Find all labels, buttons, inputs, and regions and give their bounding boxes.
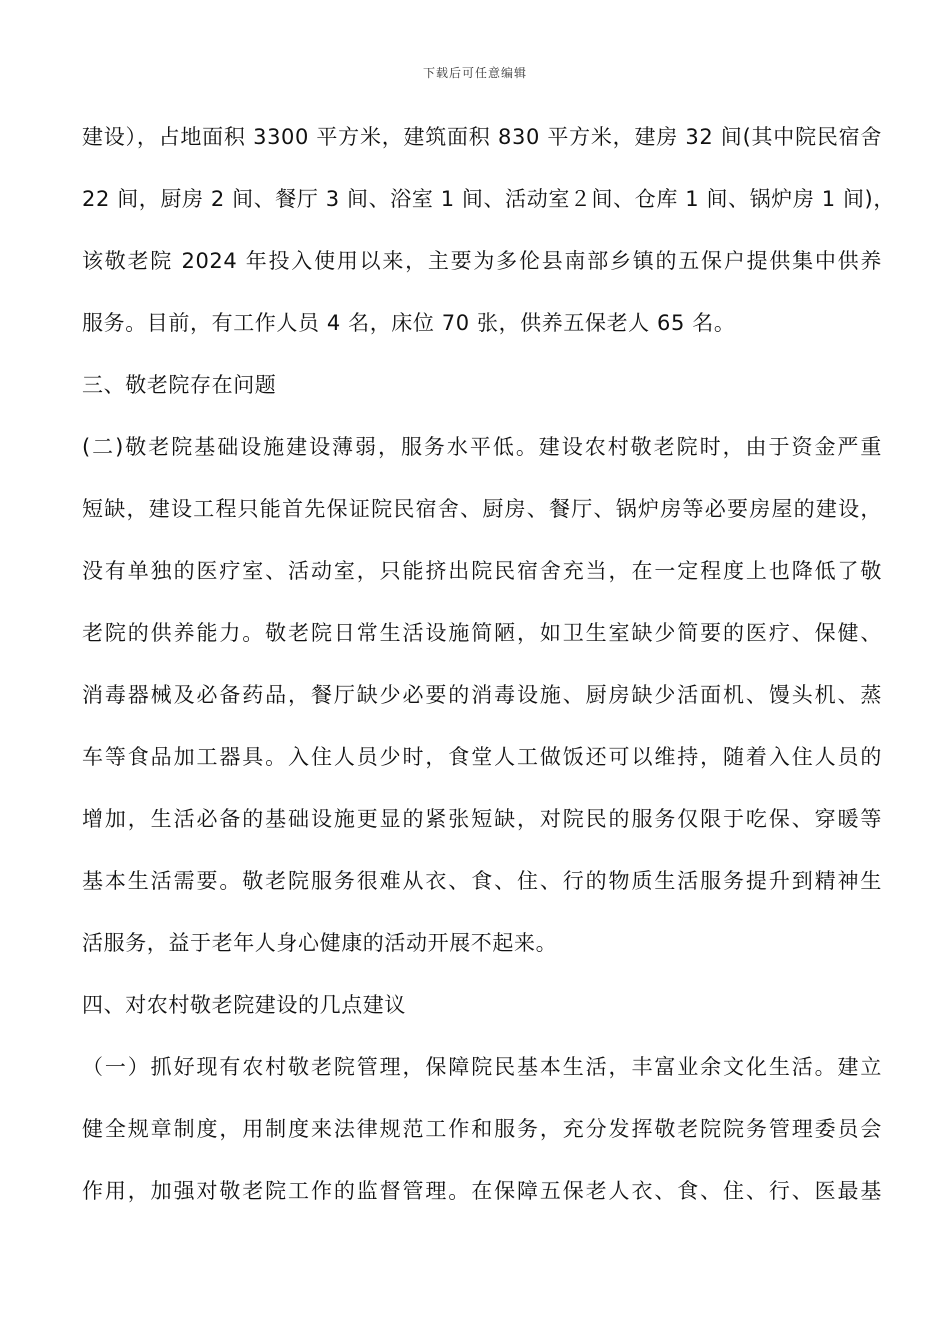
body-line: 活服务，益于老年人身心健康的活动开展不起来。 <box>82 931 558 955</box>
body-line: 车等食品加工器具。入住人员少时，食堂人工做饭还可以维持，随着入住人员的 <box>82 745 882 769</box>
body-line: 消毒器械及必备药品，餐厅缺少必要的消毒设施、厨房缺少活面机、馒头机、蒸 <box>82 683 882 707</box>
body-line: 22 间，厨房 2 间、餐厅 3 间、浴室 1 间、活动室２间、仓库 1 间、锅炉房 1 间)， <box>82 187 895 211</box>
body-line: 作用，加强对敬老院工作的监督管理。在保障五保老人衣、食、住、行、医最基 <box>82 1179 882 1203</box>
section-heading: 四、对农村敬老院建设的几点建议 <box>82 993 406 1017</box>
section-heading: 三、敬老院存在问题 <box>82 373 277 397</box>
body-line: 建设），占地面积 3300 平方米，建筑面积 830 平方米，建房 32 间(其中院民宿舍 <box>82 125 882 149</box>
body-line: 基本生活需要。敬老院服务很难从衣、食、住、行的物质生活服务提升到精神生 <box>82 869 882 893</box>
body-line: 健全规章制度，用制度来法律规范工作和服务，充分发挥敬老院院务管理委员会 <box>82 1117 882 1141</box>
body-line: 服务。目前，有工作人员 4 名，床位 70 张，供养五保老人 65 名。 <box>82 311 736 335</box>
body-line: （一）抓好现有农村敬老院管理，保障院民基本生活，丰富业余文化生活。建立 <box>82 1055 882 1079</box>
body-line: 老院的供养能力。敬老院日常生活设施简陋，如卫生室缺少简要的医疗、保健、 <box>82 621 882 645</box>
body-line: 增加，生活必备的基础设施更显的紧张短缺，对院民的服务仅限于吃保、穿暖等 <box>82 807 882 831</box>
body-line: 没有单独的医疗室、活动室，只能挤出院民宿舍充当，在一定程度上也降低了敬 <box>82 559 882 583</box>
body-line: 短缺，建设工程只能首先保证院民宿舍、厨房、餐厅、锅炉房等必要房屋的建设， <box>82 497 882 521</box>
body-line: (二)敬老院基础设施建设薄弱，服务水平低。建设农村敬老院时，由于资金严重 <box>82 435 882 459</box>
document-body <box>82 118 895 1234</box>
body-line: 该敬老院 2024 年投入使用以来，主要为多伦县南部乡镇的五保户提供集中供养 <box>82 249 882 273</box>
page-header: 下载后可任意编辑 <box>422 66 527 80</box>
